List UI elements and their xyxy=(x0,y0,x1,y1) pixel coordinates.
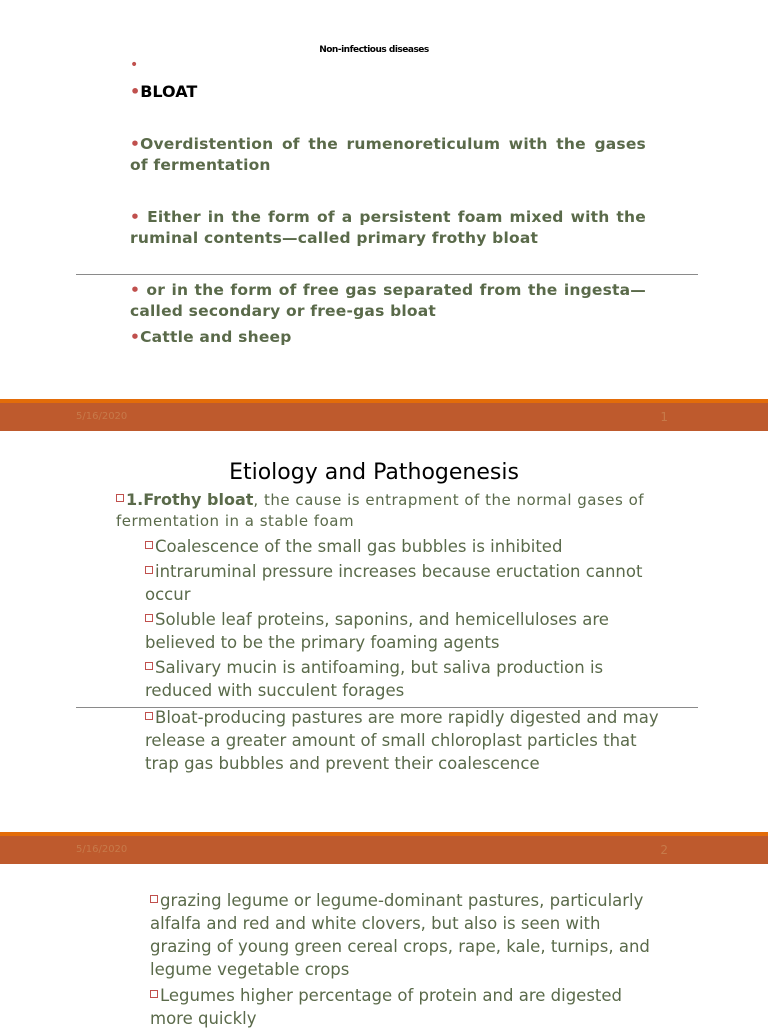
section-title: Etiology and Pathogenesis xyxy=(229,460,519,485)
bullet-icon: • xyxy=(130,82,141,101)
list-item: grazing legume or legume-dominant pastures, particularly alfalfa and red and white clovers, but also is seen with grazing of young green cereal crops, rape, kale, turnips, and legume vegetable crops xyxy=(150,891,650,979)
empty-bullet: • xyxy=(130,57,139,73)
checkbox-bullet-icon xyxy=(116,494,124,502)
checkbox-bullet-icon xyxy=(145,614,153,622)
point-overdistention: •Overdistention of the rumenoreticulum with the gases of fermentation xyxy=(130,135,646,174)
bullet-icon: • xyxy=(130,281,141,299)
bullet-icon: • xyxy=(130,135,141,153)
checkbox-bullet-icon xyxy=(145,662,153,670)
checkbox-bullet-icon xyxy=(150,990,158,998)
divider xyxy=(76,274,698,275)
list-item: Soluble leaf proteins, saponins, and hemicelluloses are believed to be the primary foaming agents xyxy=(145,610,609,652)
slide-title-bloat: •BLOAT xyxy=(130,82,198,101)
checkbox-bullet-icon xyxy=(145,566,153,574)
list-item: Salivary mucin is antifoaming, but saliva production is reduced with succulent forages xyxy=(145,658,604,700)
list-item: Bloat-producing pastures are more rapidly digested and may release a greater amount of small chloroplast particles that trap gas bubbles and prevent their coalescence xyxy=(145,708,659,773)
list-item: intraruminal pressure increases because eructation cannot occur xyxy=(145,562,643,604)
point-frothy: • Either in the form of a persistent foam mixed with the ruminal contents—called primary frothy bloat xyxy=(130,208,646,247)
footer-band xyxy=(0,403,768,431)
slide-header: Non-infectious diseases xyxy=(319,45,429,55)
point-species: •Cattle and sheep xyxy=(130,328,292,346)
frothy-bloat-intro: 1.Frothy bloat, the cause is entrapment of the normal gases of fermentation in a stable foam xyxy=(116,490,645,530)
footer-band xyxy=(0,836,768,864)
list-item: Coalescence of the small gas bubbles is inhibited xyxy=(145,535,665,558)
page-number: 2 xyxy=(660,843,668,857)
checkbox-bullet-icon xyxy=(145,712,153,720)
point-free-gas: • or in the form of free gas separated from the ingesta—called secondary or free-gas bloat xyxy=(130,281,646,320)
bullet-icon: • xyxy=(130,208,141,226)
list-item: Legumes higher percentage of protein and are digested more quickly xyxy=(150,986,623,1028)
checkbox-bullet-icon xyxy=(150,895,158,903)
bullet-icon: • xyxy=(130,328,141,346)
page-number: 1 xyxy=(660,410,668,424)
checkbox-bullet-icon xyxy=(145,541,153,549)
footer-date: 5/16/2020 xyxy=(76,411,128,422)
footer-date: 5/16/2020 xyxy=(76,844,128,855)
